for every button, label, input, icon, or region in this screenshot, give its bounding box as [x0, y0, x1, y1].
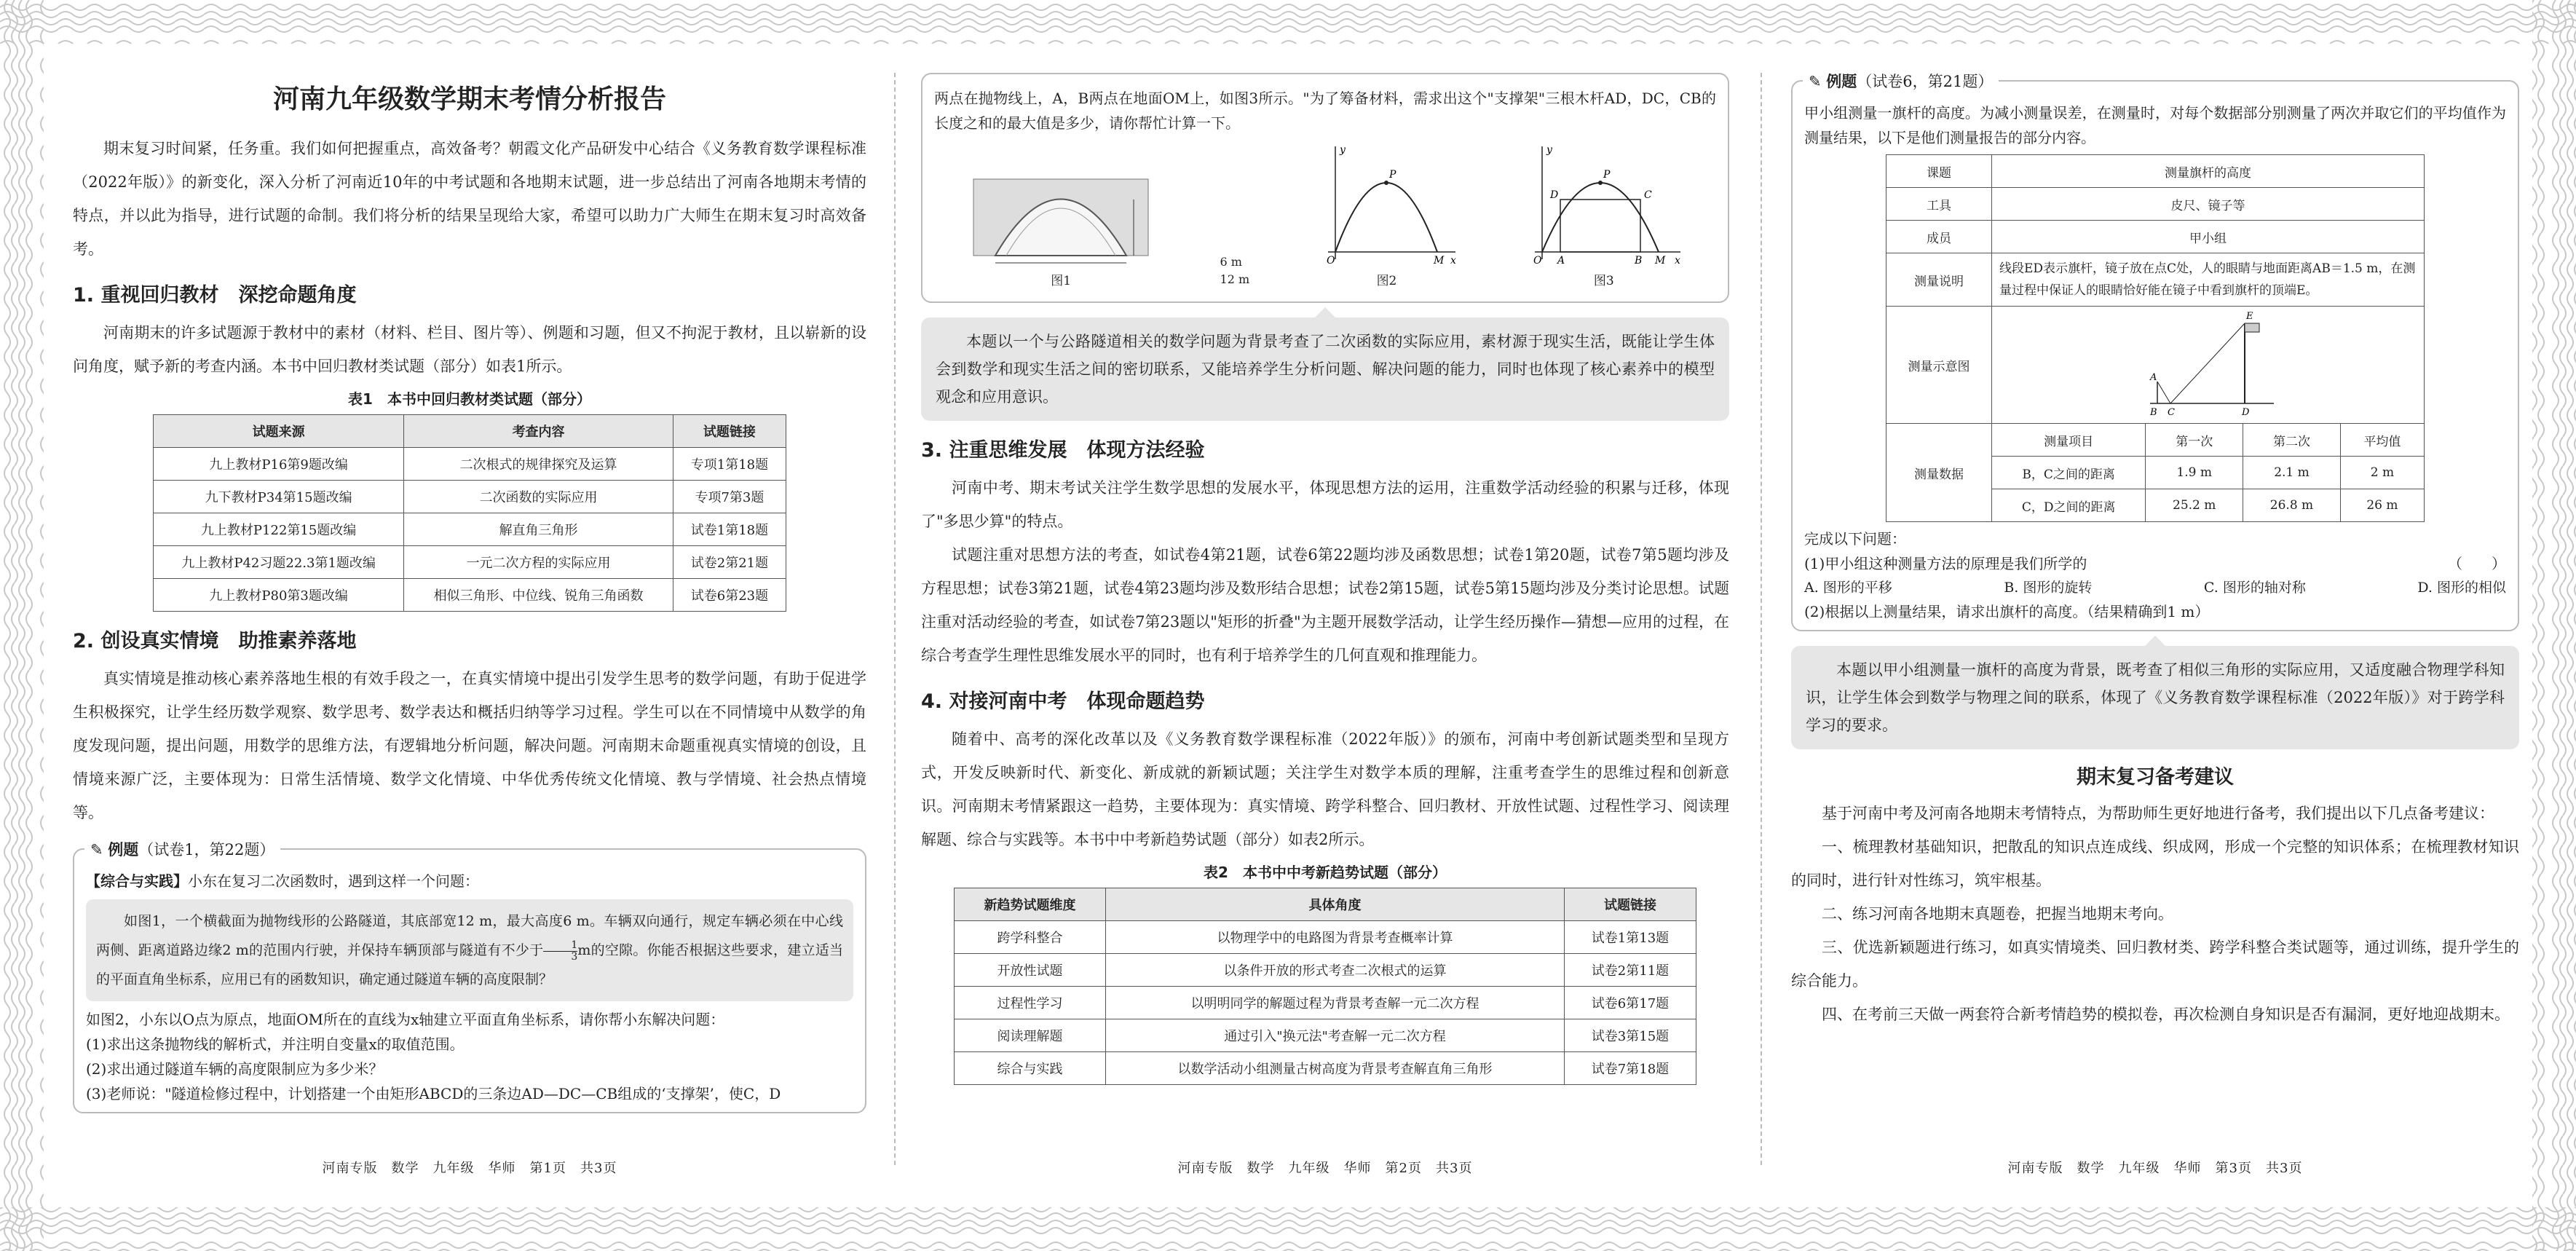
- section-3-heading: 3. 注重思维发展 体现方法经验: [921, 439, 1205, 462]
- tunnel-figure: [966, 157, 1155, 267]
- example-2-title: [1803, 70, 1999, 92]
- intro-paragraph: 期末复习时间紧，任务重。我们如何把握重点，高效备考？朝霞文化产品研发中心结合《义务教育数学课程标准（2022年版）》的新变化，深入分析了河南近10年的中考试题和各地期末试题，进一步总结出了河南各地期末考情的特点，并以此为指导，进行试题的命制。我们将分析的结果呈现给大家，希望可以助力广大师生在期末复习时高效备考。: [73, 140, 866, 258]
- advice-item-3: 三、优选新颖题进行练习，如真实情境类、回归教材类、跨学科整合类试题等，通过训练，提升学生的综合能力。: [1791, 939, 2519, 990]
- table-row: [154, 546, 786, 579]
- table-cell: 试卷2第21题: [673, 546, 786, 579]
- table-2-caption: 表2 本书中中考新趋势试题（部分）: [1204, 864, 1447, 881]
- table-cell: 九上教材P16第9题改编: [154, 448, 404, 481]
- table-header: 考查内容: [404, 415, 673, 448]
- figure-1-dimensions: [1220, 253, 1250, 288]
- svg-text:x: x: [1674, 255, 1680, 267]
- page-footer: 河南专版 数学 九年级 华师 第2页 共3页: [1177, 1161, 1473, 1176]
- svg-text:O: O: [1533, 255, 1542, 267]
- table-1-caption: 表1 本书中回归教材类试题（部分）: [348, 390, 591, 408]
- table-header: 试题来源: [154, 415, 404, 448]
- fraction: [543, 940, 577, 963]
- table-header: 平均值: [2340, 424, 2424, 457]
- table-row: [1886, 188, 2425, 221]
- option-c: C. 图形的轴对称: [2203, 580, 2306, 596]
- question-intro: 如图2，小东以O点为原点，地面OM所在的直线为x轴建立平面直角坐标系，请你帮小东解决问题：: [86, 1011, 725, 1028]
- table-row: [1886, 424, 2425, 457]
- question-3-continued: 两点在抛物线上，A，B两点在地面OM上，如图3所示。"为了筹备材料，需求出这个"支撑架"三根木杆AD，DC，CB的长度之和的最大值是多少，请你帮忙计算一下。: [934, 90, 1716, 132]
- table-cell: 以条件开放的形式考查二次根式的运算: [1106, 954, 1565, 987]
- page-footer: 河南专版 数学 九年级 华师 第3页 共3页: [2007, 1161, 2303, 1176]
- table-row: [154, 513, 786, 546]
- table-cell: 试卷1第13题: [1564, 921, 1696, 954]
- table-cell: 2.1 m: [2243, 457, 2341, 489]
- section-2-text: 真实情境是推动核心素养落地生根的有效手段之一，在真实情境中提出引发学生思考的数学问题，有助于促进学生积极探究，让学生经历数学观察、数学思考、数学表达和概括归纳等学习过程。学生可以在不同情境中从数学的角度发现问题，提出问题，用数学的思维方法，有逻辑地分析问题，解决问题。河南期末命题重视真实情境的创设，且情境来源广泛，主要体现为：日常生活情境、数学文化情境、中华优秀传统文化情境、教与学情境、社会热点情境等。: [73, 670, 866, 821]
- options-row: [1804, 576, 2506, 599]
- flagpole-diagram: [2136, 309, 2281, 418]
- table-cell: 解直角三角形: [404, 513, 673, 546]
- question-1: [1804, 551, 2506, 576]
- table-header: 测量项目: [1992, 424, 2146, 457]
- section-4-text: 随着中、高考的深化改革以及《义务教育数学课程标准（2022年版）》的颁布，河南中考创新试题类型和呈现方式，开发反映新时代、新变化、新成就的新颖试题；关注学生对数学本质的理解，注重考查学生的思维过程和创新意识。河南期末考情紧跟这一趋势，主要体现为：真实情境、跨学科整合、回归教材、开放性试题、过程性学习、阅读理解题、综合与实践等。本书中中考新趋势试题（部分）如表2所示。: [921, 730, 1729, 848]
- column-divider: [1761, 73, 1762, 1165]
- svg-text:x: x: [1450, 255, 1457, 267]
- svg-text:O: O: [1327, 255, 1335, 267]
- table-cell: 成员: [1886, 221, 1992, 253]
- tunnel-width-label: 12 m: [1220, 272, 1250, 286]
- table-row: [1886, 307, 2425, 424]
- example-1-lead: [86, 869, 853, 893]
- commentary-text: 本题以甲小组测量一旗杆的高度为背景，既考查了相似三角形的实际应用，又适度融合物理学科知识，让学生体会到数学与物理之间的联系，体现了《义务教育数学课程标准（2022年版）》对于跨学科学习的要求。: [1806, 661, 2505, 734]
- table-cell: 甲小组: [1992, 221, 2425, 253]
- table-row: [955, 954, 1696, 987]
- table-cell: 开放性试题: [955, 954, 1106, 987]
- table-cell: 阅读理解题: [955, 1019, 1106, 1052]
- table-cell: 线段ED表示旗杆，镜子放在点C处，人的眼睛与地面距离AB＝1.5 m，在测量过程中保证人的眼睛恰好能在镜子中看到旗杆的顶端E。: [1992, 253, 2425, 307]
- lightbulb-icon: ✎: [1809, 73, 1822, 90]
- measurement-report-table: [1886, 154, 2425, 522]
- table-cell: 专项7第3题: [673, 481, 786, 513]
- example-2-box: [1791, 73, 2519, 631]
- table-row: [154, 579, 786, 612]
- page-footer: 河南专版 数学 九年级 华师 第1页 共3页: [322, 1161, 617, 1176]
- table-cell: 跨学科整合: [955, 921, 1106, 954]
- table-2: [954, 888, 1696, 1085]
- option-b: B. 图形的旋转: [2004, 580, 2093, 596]
- svg-text:A: A: [1557, 255, 1565, 267]
- svg-text:C: C: [2167, 406, 2175, 418]
- table-cell: 26.8 m: [2243, 489, 2341, 522]
- example-1-box: [73, 841, 866, 1113]
- example-2-intro: 甲小组测量一旗杆的高度。为减小测量误差，在测量时，对每个数据部分别测量了两次并取它们的平均值作为测量结果，以下是他们测量报告的部分内容。: [1804, 104, 2506, 146]
- lightbulb-icon: ✎: [90, 841, 103, 859]
- svg-text:D: D: [1549, 189, 1559, 201]
- support-frame-figure: [1524, 143, 1684, 267]
- table-1: [153, 414, 786, 612]
- table-cell: 二次根式的规律探究及运算: [404, 448, 673, 481]
- svg-text:B: B: [2149, 406, 2157, 418]
- table-cell: 皮尺、镜子等: [1992, 188, 2425, 221]
- advice-item-4: 四、在考前三天做一两套符合新考情趋势的模拟卷，再次检测自身知识是否有漏洞，更好地迎战期末。: [1822, 1006, 2510, 1023]
- advice-lead: 基于河南中考及河南各地期末考情特点，为帮助师生更好地进行备考，我们提出以下几点备考建议：: [1822, 805, 2494, 822]
- problem-text-a: 如图1，一个横截面为抛物线形的公路隧道，其底部宽12 m，最大高度6 m。车辆双向通行，规定车辆必须在中心线两侧、距离道路边缘2 m的范围内行驶，并保持车辆顶部与隧道有不少于: [96, 913, 843, 958]
- example-2-commentary: [1791, 646, 2519, 749]
- section-3-text-1: 河南中考、期末考试关注学生数学思想的发展水平，体现思想方法的运用，注重数学活动经验的积累与迁移，体现了"多思少算"的特点。: [921, 479, 1729, 530]
- section-3-text-2: 试题注重对思想方法的考查，如试卷4第21题，试卷6第22题均涉及函数思想；试卷1第20题，试卷7第5题均涉及方程思想；试卷3第21题，试卷4第23题均涉及数形结合思想；试卷2第15题，试卷5第15题均涉及分类讨论思想。试题注重对活动经验的考查，如试卷7第23题以"矩形的折叠"为主题开展数学活动，让学生经历操作—猜想—应用的过程，在综合考查学生理性思维发展水平的同时，也有利于培养学生的几何直观和推理能力。: [921, 546, 1729, 664]
- table-row: [955, 1019, 1696, 1052]
- svg-text:E: E: [2245, 310, 2253, 322]
- figure-2: [1313, 143, 1459, 288]
- table-cell: 试卷2第11题: [1564, 954, 1696, 987]
- problem-text: [96, 907, 843, 994]
- question-2: (2)求出通过隧道车辆的高度限制应为多少米？: [86, 1060, 384, 1078]
- table-cell: 九上教材P42习题22.3第1题改编: [154, 546, 404, 579]
- table-cell: 专项1第18题: [673, 448, 786, 481]
- advice-item-2: 二、练习河南各地期末真题卷，把握当地期末考向。: [1822, 905, 2173, 923]
- question-1: (1)求出这条抛物线的解析式，并注明自变量x的取值范围。: [86, 1035, 465, 1053]
- svg-text:M: M: [1434, 255, 1445, 267]
- answer-blank: （ ）: [2448, 555, 2506, 572]
- table-cell: 测量数据: [1886, 424, 1992, 522]
- svg-text:M: M: [1654, 255, 1666, 267]
- table-row: [154, 481, 786, 513]
- table-row: [154, 448, 786, 481]
- svg-text:P: P: [1389, 169, 1396, 181]
- figure-1: [966, 157, 1155, 288]
- table-cell: 九上教材P122第15题改编: [154, 513, 404, 546]
- table-row: [955, 987, 1696, 1019]
- section-4-heading: 4. 对接河南中考 体现命题趋势: [921, 690, 1205, 713]
- problem-text-b: m的空隙。你能否根据这些要求，建立适当的平面直角坐标系，应用已有的函数知识，确定通过隧道车辆的高度限制？: [96, 942, 843, 987]
- example-1-commentary: [921, 317, 1729, 421]
- fraction-numerator: 1: [543, 940, 577, 952]
- svg-text:y: y: [1546, 144, 1552, 156]
- section-1-text: 河南期末的许多试题源于教材中的素材（材料、栏目、图片等）、例题和习题，但又不拘泥于教材，且以崭新的设问角度，赋予新的考查内涵。本书中回归教材类试题（部分）如表1所示。: [73, 324, 866, 375]
- svg-text:D: D: [2241, 406, 2249, 418]
- option-d: D. 图形的相似: [2417, 580, 2506, 596]
- table-cell: 试卷1第18题: [673, 513, 786, 546]
- table-cell: 测量示意图: [1886, 307, 1992, 424]
- table-cell: [1992, 307, 2425, 424]
- example-source: （试卷6，第21题）: [1857, 73, 1994, 90]
- complete-prompt: 完成以下问题：: [1804, 530, 1906, 548]
- table-cell: 二次函数的实际应用: [404, 481, 673, 513]
- table-header: 试题链接: [1564, 888, 1696, 921]
- question-1-text: (1)甲小组这种测量方法的原理是我们所学的: [1804, 555, 2087, 572]
- table-row: [955, 921, 1696, 954]
- table-row: [955, 1052, 1696, 1085]
- table-cell: 试卷6第23题: [673, 579, 786, 612]
- table-cell: 过程性学习: [955, 987, 1106, 1019]
- table-header: 新趋势试题维度: [955, 888, 1106, 921]
- advice-heading: 期末复习备考建议: [2077, 766, 2234, 789]
- example-label: 例题: [1826, 73, 1857, 90]
- table-cell: C，D之间的距离: [1992, 489, 2146, 522]
- lead-tag: 【综合与实践】: [86, 872, 188, 890]
- svg-text:P: P: [1603, 169, 1611, 181]
- table-header: 具体角度: [1106, 888, 1565, 921]
- example-1-title: [84, 838, 280, 860]
- table-cell: 相似三角形、中位线、锐角三角函数: [404, 579, 673, 612]
- section-1-heading: 1. 重视回归教材 深挖命题角度: [73, 284, 357, 307]
- table-row: [1886, 221, 2425, 253]
- example-1-continued: [921, 73, 1729, 303]
- table-header: 试题链接: [673, 415, 786, 448]
- table-cell: B，C之间的距离: [1992, 457, 2146, 489]
- figures-row: [934, 143, 1716, 288]
- table-cell: 一元二次方程的实际应用: [404, 546, 673, 579]
- question-2: (2)根据以上测量结果，请求出旗杆的高度。（结果精确到1 m）: [1804, 603, 2210, 620]
- table-cell: 以明明同学的解题过程为背景考查解一元二次方程: [1106, 987, 1565, 1019]
- table-cell: 通过引入"换元法"考查解一元二次方程: [1106, 1019, 1565, 1052]
- svg-text:A: A: [2149, 371, 2157, 383]
- fraction-denominator: 3: [571, 950, 578, 963]
- table-row: [1886, 253, 2425, 307]
- example-source: （试卷1，第22题）: [138, 841, 275, 859]
- svg-text:B: B: [1634, 255, 1643, 267]
- table-cell: 1.9 m: [2146, 457, 2243, 489]
- figure-3-label: 图3: [1593, 274, 1614, 288]
- table-cell: 26 m: [2340, 489, 2424, 522]
- page-3: [1791, 58, 2519, 1176]
- svg-text:y: y: [1340, 144, 1346, 156]
- table-cell: 2 m: [2340, 457, 2424, 489]
- table-cell: 测量旗杆的高度: [1992, 155, 2425, 188]
- table-cell: 工具: [1886, 188, 1992, 221]
- lead-text: 小东在复习二次函数时，遇到这样一个问题：: [188, 872, 479, 890]
- page-2: [921, 58, 1729, 1176]
- figure-3: [1524, 143, 1684, 288]
- table-cell: 试卷3第15题: [1564, 1019, 1696, 1052]
- question-3: (3)老师说："隧道检修过程中，计划搭建一个由矩形ABCD的三条边AD—DC—CB组成的‘支撑架’，使C，D: [86, 1085, 781, 1102]
- option-a: A. 图形的平移: [1804, 580, 1892, 596]
- table-cell: 课题: [1886, 155, 1992, 188]
- table-header: 第一次: [2146, 424, 2243, 457]
- table-cell: 测量说明: [1886, 253, 1992, 307]
- table-cell: 以数学活动小组测量古树高度为背景考查解直角三角形: [1106, 1052, 1565, 1085]
- table-cell: 综合与实践: [955, 1052, 1106, 1085]
- report-title: 河南九年级数学期末考情分析报告: [272, 84, 666, 114]
- table-cell: 试卷6第17题: [1564, 987, 1696, 1019]
- figure-2-label: 图2: [1376, 274, 1397, 288]
- column-divider: [894, 73, 896, 1165]
- table-cell: 25.2 m: [2146, 489, 2243, 522]
- advice-item-1: 一、梳理教材基础知识，把散乱的知识点连成线、织成网，形成一个完整的知识体系；在梳理教材知识的同时，进行针对性练习，筑牢根基。: [1791, 838, 2519, 889]
- page-1: [73, 58, 866, 1176]
- table-row: [1886, 155, 2425, 188]
- tunnel-height-label: 6 m: [1220, 255, 1242, 269]
- figure-1-label: 图1: [1051, 274, 1072, 288]
- svg-text:C: C: [1643, 189, 1652, 201]
- table-cell: 试卷7第18题: [1564, 1052, 1696, 1085]
- parabola-figure: [1313, 143, 1459, 267]
- commentary-text: 本题以一个与公路隧道相关的数学问题为背景考查了二次函数的实际应用，素材源于现实生活，既能让学生体会到数学和现实生活之间的密切联系，又能培养学生分析问题、解决问题的能力，同时也体现了核心素养中的模型观念和应用意识。: [936, 333, 1715, 406]
- example-label: 例题: [108, 841, 139, 859]
- section-2-heading: 2. 创设真实情境 助推素养落地: [73, 630, 357, 652]
- table-cell: 以物理学中的电路图为背景考查概率计算: [1106, 921, 1565, 954]
- table-header: 第二次: [2243, 424, 2341, 457]
- problem-statement: [86, 899, 853, 1001]
- table-cell: 九下教材P34第15题改编: [154, 481, 404, 513]
- table-cell: 九上教材P80第3题改编: [154, 579, 404, 612]
